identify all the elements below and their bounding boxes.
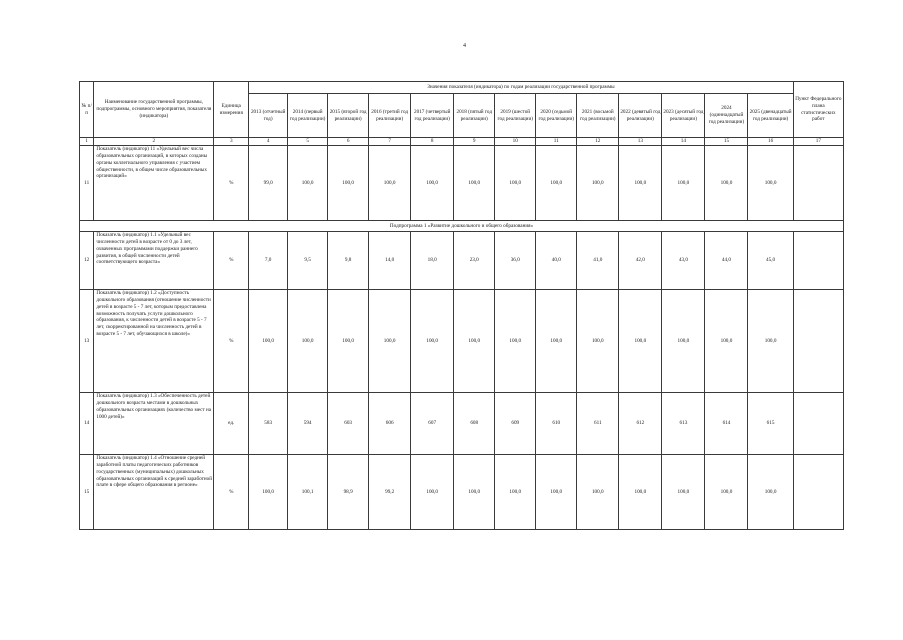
- column-number: 10: [495, 138, 536, 146]
- table-header: [80, 82, 844, 146]
- year-value: 594: [288, 393, 328, 455]
- federal-plan-item: [793, 393, 843, 455]
- column-number: 8: [411, 138, 454, 146]
- table-row: [80, 455, 844, 530]
- year-value: 100,0: [748, 146, 793, 221]
- year-value: 608: [454, 393, 495, 455]
- header-year: 2023 (десятый год реализации): [662, 94, 705, 138]
- year-value: 100,0: [662, 146, 705, 221]
- year-value: 18,0: [411, 232, 454, 290]
- row-number: 13: [80, 290, 94, 393]
- year-value: 100,0: [369, 290, 411, 393]
- year-value: 100,0: [411, 455, 454, 530]
- table-row: [80, 290, 844, 393]
- year-value: 100,0: [536, 290, 577, 393]
- header-unit: Единица измерения: [214, 82, 249, 138]
- header-year: 2016 (третий год реализации): [369, 94, 411, 138]
- year-value: 607: [411, 393, 454, 455]
- header-year: 2017 (четвертый год реализации): [411, 94, 454, 138]
- header-year: 2022 (девятый год реализации): [619, 94, 662, 138]
- year-value: 100,0: [536, 146, 577, 221]
- year-value: 583: [249, 393, 288, 455]
- header-year: 2021 (восьмой год реализации): [577, 94, 619, 138]
- year-value: 100,0: [662, 290, 705, 393]
- subprogram-title: Подпрограмма 1 «Развитие дошкольного и общего образования»: [80, 221, 844, 232]
- year-value: 100,0: [454, 455, 495, 530]
- column-number: 16: [748, 138, 793, 146]
- year-value: 100,0: [288, 290, 328, 393]
- year-value: 100,0: [249, 455, 288, 530]
- year-value: 100,0: [495, 290, 536, 393]
- column-number: 6: [328, 138, 369, 146]
- year-value: 100,0: [495, 455, 536, 530]
- header-name: Наименование государственной программы, подпрограммы, основного мероприятия, показателя (индикатора): [94, 82, 214, 138]
- column-number: 1: [80, 138, 94, 146]
- page-number: 4: [463, 43, 466, 49]
- unit-of-measure: %: [214, 146, 249, 221]
- year-value: 610: [536, 393, 577, 455]
- federal-plan-item: [793, 455, 843, 530]
- year-value: 9,5: [288, 232, 328, 290]
- column-number: 3: [214, 138, 249, 146]
- year-value: 36,0: [495, 232, 536, 290]
- column-number: 4: [249, 138, 288, 146]
- unit-of-measure: %: [214, 290, 249, 393]
- year-value: 45,0: [748, 232, 793, 290]
- year-value: 100,0: [577, 290, 619, 393]
- year-value: 100,0: [705, 455, 748, 530]
- year-value: 603: [328, 393, 369, 455]
- indicator-name: Показатель (индикатор) 11 «Удельный вес числа образовательных организаций, в которых созданы органы коллегиального управления с участием общественности, в общем числе образовательных организаций»: [94, 146, 214, 221]
- column-number: 9: [454, 138, 495, 146]
- year-value: 100,1: [288, 455, 328, 530]
- year-value: 98,9: [328, 455, 369, 530]
- year-value: 100,0: [328, 146, 369, 221]
- header-year: 2020 (седьмой год реализации): [536, 94, 577, 138]
- year-value: 100,0: [454, 290, 495, 393]
- year-value: 614: [705, 393, 748, 455]
- column-number: 7: [369, 138, 411, 146]
- year-value: 612: [619, 393, 662, 455]
- year-value: 613: [662, 393, 705, 455]
- column-number: 17: [793, 138, 843, 146]
- year-value: 100,0: [619, 455, 662, 530]
- year-value: 100,0: [705, 290, 748, 393]
- year-value: 606: [369, 393, 411, 455]
- federal-plan-item: [793, 290, 843, 393]
- year-value: 100,0: [328, 290, 369, 393]
- header-year: 2024 (одиннадцатый год реализации): [705, 94, 748, 138]
- year-value: 100,0: [577, 455, 619, 530]
- column-number: 5: [288, 138, 328, 146]
- year-value: 99,0: [249, 146, 288, 221]
- column-number: 13: [619, 138, 662, 146]
- unit-of-measure: %: [214, 455, 249, 530]
- header-year: 2014 (первый год реализации): [288, 94, 328, 138]
- year-value: 100,0: [748, 290, 793, 393]
- table-row: [80, 393, 844, 455]
- header-num: № п/п: [80, 82, 94, 138]
- indicator-name: Показатель (индикатор) 1.4 «Отношение средней заработной платы педагогических работников государственных (муниципальных) дошкольных образовательных организаций к средней заработной плате в сфере общего образования в регионе»: [94, 455, 214, 530]
- year-value: 40,0: [536, 232, 577, 290]
- year-value: 44,0: [705, 232, 748, 290]
- column-numbers-row: [80, 138, 844, 146]
- year-value: 611: [577, 393, 619, 455]
- header-year: 2018 (пятый год реализации): [454, 94, 495, 138]
- indicator-name: Показатель (индикатор) 1.2 «Доступность дошкольного образования (отношение численности детей в возрасте 5 - 7 лет, которым предоставлена возможность получать услуги дошкольного образования, к численности детей в возрасте 5 - 7 лет, скорректированной на численность детей в возрасте 5 - 7 лет, обучающихся в школе)»: [94, 290, 214, 393]
- row-number: 12: [80, 232, 94, 290]
- year-value: 23,0: [454, 232, 495, 290]
- unit-of-measure: %: [214, 232, 249, 290]
- year-value: 100,0: [619, 290, 662, 393]
- header-year: 2025 (двенадцатый год реализации): [748, 94, 793, 138]
- year-value: 100,0: [411, 146, 454, 221]
- unit-of-measure: ед.: [214, 393, 249, 455]
- year-value: 100,0: [748, 455, 793, 530]
- year-value: 42,0: [619, 232, 662, 290]
- indicator-name: Показатель (индикатор) 1.1 «Удельный вес численности детей в возрасте от 0 до 3 лет, охваченных программами поддержки раннего развития, в общей численности детей соответствующего возраста»: [94, 232, 214, 290]
- federal-plan-item: [793, 146, 843, 221]
- header-values-group: Значения показателя (индикатора) по годам реализации государственной программы: [249, 82, 793, 94]
- header-year: 2013 (отчетный год): [249, 94, 288, 138]
- table-row: [80, 146, 844, 221]
- year-value: 99,2: [369, 455, 411, 530]
- year-value: 609: [495, 393, 536, 455]
- indicator-name: Показатель (индикатор) 1.3 «Обеспеченность детей дошкольного возраста местами в дошкольных образовательных организациях (количество мест на 1000 детей)»: [94, 393, 214, 455]
- header-year: 2019 (шестой год реализации): [495, 94, 536, 138]
- year-value: 615: [748, 393, 793, 455]
- row-number: 14: [80, 393, 94, 455]
- header-year: 2015 (второй год реализации): [328, 94, 369, 138]
- year-value: 41,0: [577, 232, 619, 290]
- year-value: 100,0: [411, 290, 454, 393]
- column-number: 12: [577, 138, 619, 146]
- year-value: 9,8: [328, 232, 369, 290]
- year-value: 100,0: [662, 455, 705, 530]
- year-value: 100,0: [288, 146, 328, 221]
- year-value: 100,0: [577, 146, 619, 221]
- federal-plan-item: [793, 232, 843, 290]
- year-value: 100,0: [369, 146, 411, 221]
- year-value: 100,0: [536, 455, 577, 530]
- row-number: 15: [80, 455, 94, 530]
- year-value: 43,0: [662, 232, 705, 290]
- year-value: 100,0: [249, 290, 288, 393]
- year-value: 100,0: [495, 146, 536, 221]
- year-value: 7,0: [249, 232, 288, 290]
- table-row: [80, 232, 844, 290]
- year-value: 14,0: [369, 232, 411, 290]
- year-value: 100,0: [454, 146, 495, 221]
- column-number: 15: [705, 138, 748, 146]
- column-number: 2: [94, 138, 214, 146]
- row-number: 11: [80, 146, 94, 221]
- column-number: 11: [536, 138, 577, 146]
- header-federal-plan: Пункт Федерального плана статистических работ: [793, 82, 843, 138]
- year-value: 100,0: [619, 146, 662, 221]
- indicators-table: [79, 81, 844, 530]
- column-number: 14: [662, 138, 705, 146]
- year-value: 100,0: [705, 146, 748, 221]
